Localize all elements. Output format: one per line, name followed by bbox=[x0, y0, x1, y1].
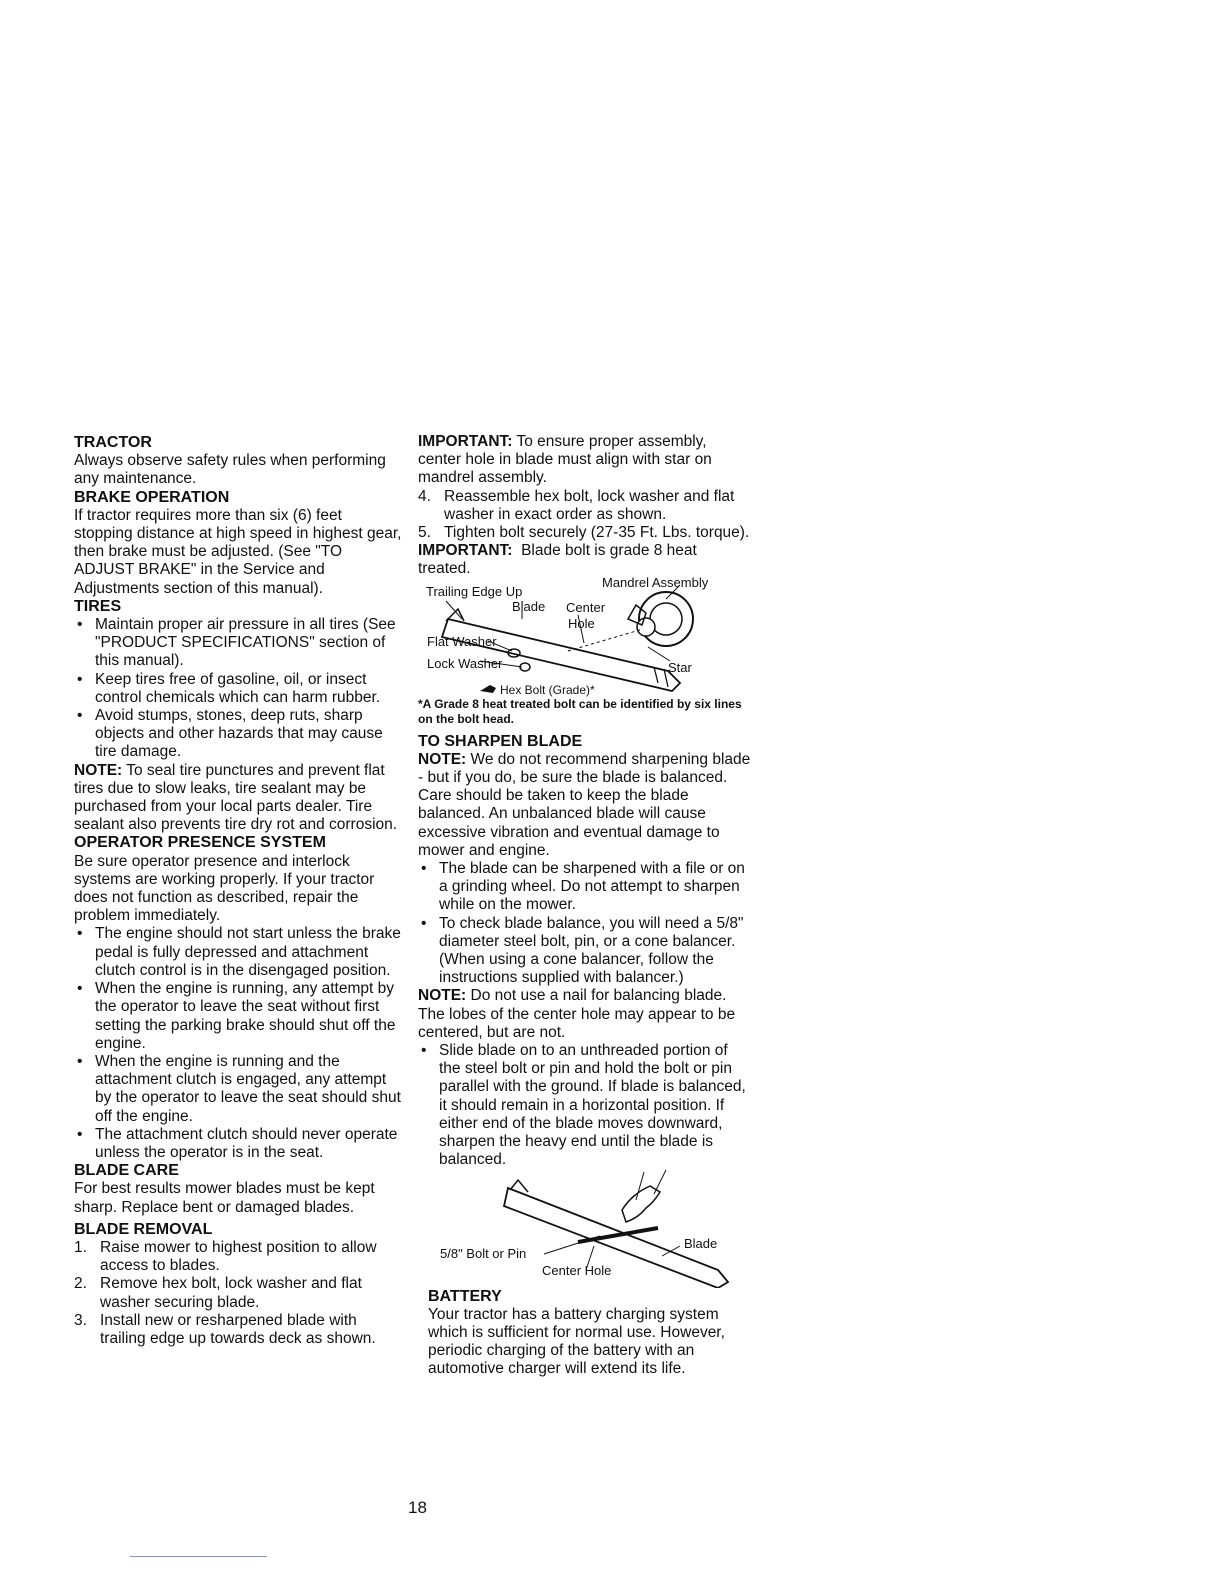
list-item: • Keep tires free of gasoline, oil, or insect control chemicals which can harm rubber. bbox=[74, 671, 404, 707]
sharpen-note: NOTE: We do not recommend sharpening blade - but if you do, be sure the blade is balanced. bbox=[418, 750, 751, 787]
operator-presence-heading: OPERATOR PRESENCE SYSTEM bbox=[74, 834, 326, 852]
battery-text: Your tractor has a battery charging system which is sufficient for normal use. However, periodic charging of the battery with an automotive charger will extend its life. bbox=[428, 1305, 725, 1378]
sharpen-text: Care should be taken to keep the blade balanced. An unbalanced blade will cause excessive vibration and eventual damage to mower and engine. bbox=[418, 787, 720, 859]
important-note-2: IMPORTANT: Blade bolt is grade 8 heat treated. bbox=[418, 542, 697, 578]
right-column bbox=[418, 433, 753, 1379]
reassembly-steps bbox=[418, 488, 753, 543]
brake-heading: BRAKE OPERATION bbox=[74, 488, 230, 506]
list-item: • The attachment clutch should never operate unless the operator is in the seat. bbox=[74, 1126, 404, 1162]
flat-washer-label: Flat Washer bbox=[427, 633, 497, 649]
list-item: • The blade can be sharpened with a file or on a grinding wheel. Do not attempt to sharpen while on the mower. bbox=[418, 860, 753, 915]
trailing-edge-label: Trailing Edge Up bbox=[426, 583, 523, 599]
list-item: 2. Remove hex bolt, lock washer and flat washer securing blade. bbox=[74, 1275, 362, 1311]
tractor-text: Always observe safety rules when performing any maintenance. bbox=[74, 452, 386, 488]
tires-heading: TIRES bbox=[74, 597, 122, 615]
balance-list bbox=[418, 1042, 753, 1169]
center-hole-label: Center Hole bbox=[542, 1262, 612, 1278]
blade-assembly-diagram bbox=[418, 574, 753, 697]
blade-label: Blade bbox=[684, 1235, 718, 1251]
list-item: • Avoid stumps, stones, deep ruts, sharp objects and other hazards that may cause tire damage. bbox=[74, 707, 404, 762]
blade-care-text: For best results mower blades must be kept sharp. Replace bent or damaged blades. bbox=[74, 1180, 375, 1216]
hole-label: Hole bbox=[568, 615, 595, 631]
list-item: • When the engine is running and the attachment clutch is engaged, any attempt by the operator to leave the seat should shut off the engine. bbox=[74, 1053, 404, 1126]
note-text: To seal tire punctures and prevent flat tires due to slow leaks, tire sealant may be purchased from your local parts dealer. Tire sealant also prevents tire dry rot and corrosion. bbox=[74, 761, 398, 834]
list-item: • Slide blade on to an unthreaded portion of the steel bolt or pin and hold the bolt or pin parallel with the ground. If blade is balanced, it should remain in a horizontal position. If either end of the blade moves downward, sharpen the heavy end until the blade is balanced. bbox=[418, 1042, 753, 1169]
hex-bolt-shape bbox=[480, 685, 496, 693]
divider bbox=[130, 1556, 267, 1557]
list-item: 4. Reassemble hex bolt, lock washer and flat washer in exact order as shown. bbox=[418, 487, 735, 523]
left-column bbox=[74, 434, 404, 1348]
brake-text: If tractor requires more than six (6) feet stopping distance at high speed in highest gear, then brake must be adjusted. (See "TO ADJUST BRAKE" in the Service and Adjustments section of this manual). bbox=[74, 506, 402, 597]
list-item: 5. Tighten bolt securely (27-35 Ft. Lbs. torque). bbox=[418, 524, 750, 542]
star-label: Star bbox=[668, 659, 692, 675]
operator-presence-text: Be sure operator presence and interlock systems are working properly. If your tractor does not function as described, repair the problem immediately. bbox=[74, 852, 375, 925]
list-item: • Maintain proper air pressure in all tires (See "PRODUCT SPECIFICATIONS" section of this manual). bbox=[74, 616, 404, 671]
list-item: • The engine should not start unless the brake pedal is fully depressed and attachment clutch control is in the disengaged position. bbox=[74, 925, 404, 980]
hand-shape bbox=[622, 1186, 660, 1222]
sharpen-heading: TO SHARPEN BLADE bbox=[418, 732, 583, 750]
note-label: NOTE: bbox=[74, 761, 123, 779]
hex-bolt-label: Hex Bolt (Grade)* bbox=[500, 682, 595, 697]
list-item: 3. Install new or resharpened blade with trailing edge up towards deck as shown. bbox=[74, 1311, 376, 1347]
list-item: • To check blade balance, you will need a 5/8" diameter steel bolt, pin, or a cone balancer. (When using a cone balancer, follow the instructions supplied with balancer.) bbox=[418, 915, 753, 988]
blade-label: Blade bbox=[512, 598, 546, 614]
operator-presence-list bbox=[74, 925, 404, 1162]
grade-footnote: *A Grade 8 heat treated bolt can be identified by six lines on the bolt head. bbox=[418, 696, 742, 726]
tractor-heading: TRACTOR bbox=[74, 434, 152, 451]
blade-removal-steps bbox=[74, 1239, 404, 1348]
important-note-1: IMPORTANT: To ensure proper assembly, center hole in blade must align with star on mandrel assembly. bbox=[418, 433, 712, 487]
lock-washer-label: Lock Washer bbox=[427, 655, 503, 671]
list-item: 1. Raise mower to highest position to allow access to blades. bbox=[74, 1238, 377, 1275]
tires-list bbox=[74, 616, 404, 762]
page-number: 18 bbox=[408, 1498, 427, 1517]
blade-removal-heading: BLADE REMOVAL bbox=[74, 1220, 213, 1238]
list-item: • When the engine is running, any attempt by the operator to leave the seat without first setting the parking brake should shut off the engine. bbox=[74, 980, 404, 1053]
battery-heading: BATTERY bbox=[428, 1287, 502, 1305]
tires-note bbox=[74, 762, 404, 835]
mandrel-assembly-label: Mandrel Assembly bbox=[602, 574, 709, 590]
blade-balance-diagram bbox=[418, 1170, 753, 1288]
bolt-or-pin-label: 5/8" Bolt or Pin bbox=[440, 1245, 527, 1261]
center-label: Center bbox=[566, 599, 606, 615]
nail-note: NOTE: Do not use a nail for balancing blade. The lobes of the center hole may appear to be centered, but are not. bbox=[418, 987, 736, 1041]
blade-care-heading: BLADE CARE bbox=[74, 1162, 179, 1180]
sharpen-list bbox=[418, 860, 753, 987]
